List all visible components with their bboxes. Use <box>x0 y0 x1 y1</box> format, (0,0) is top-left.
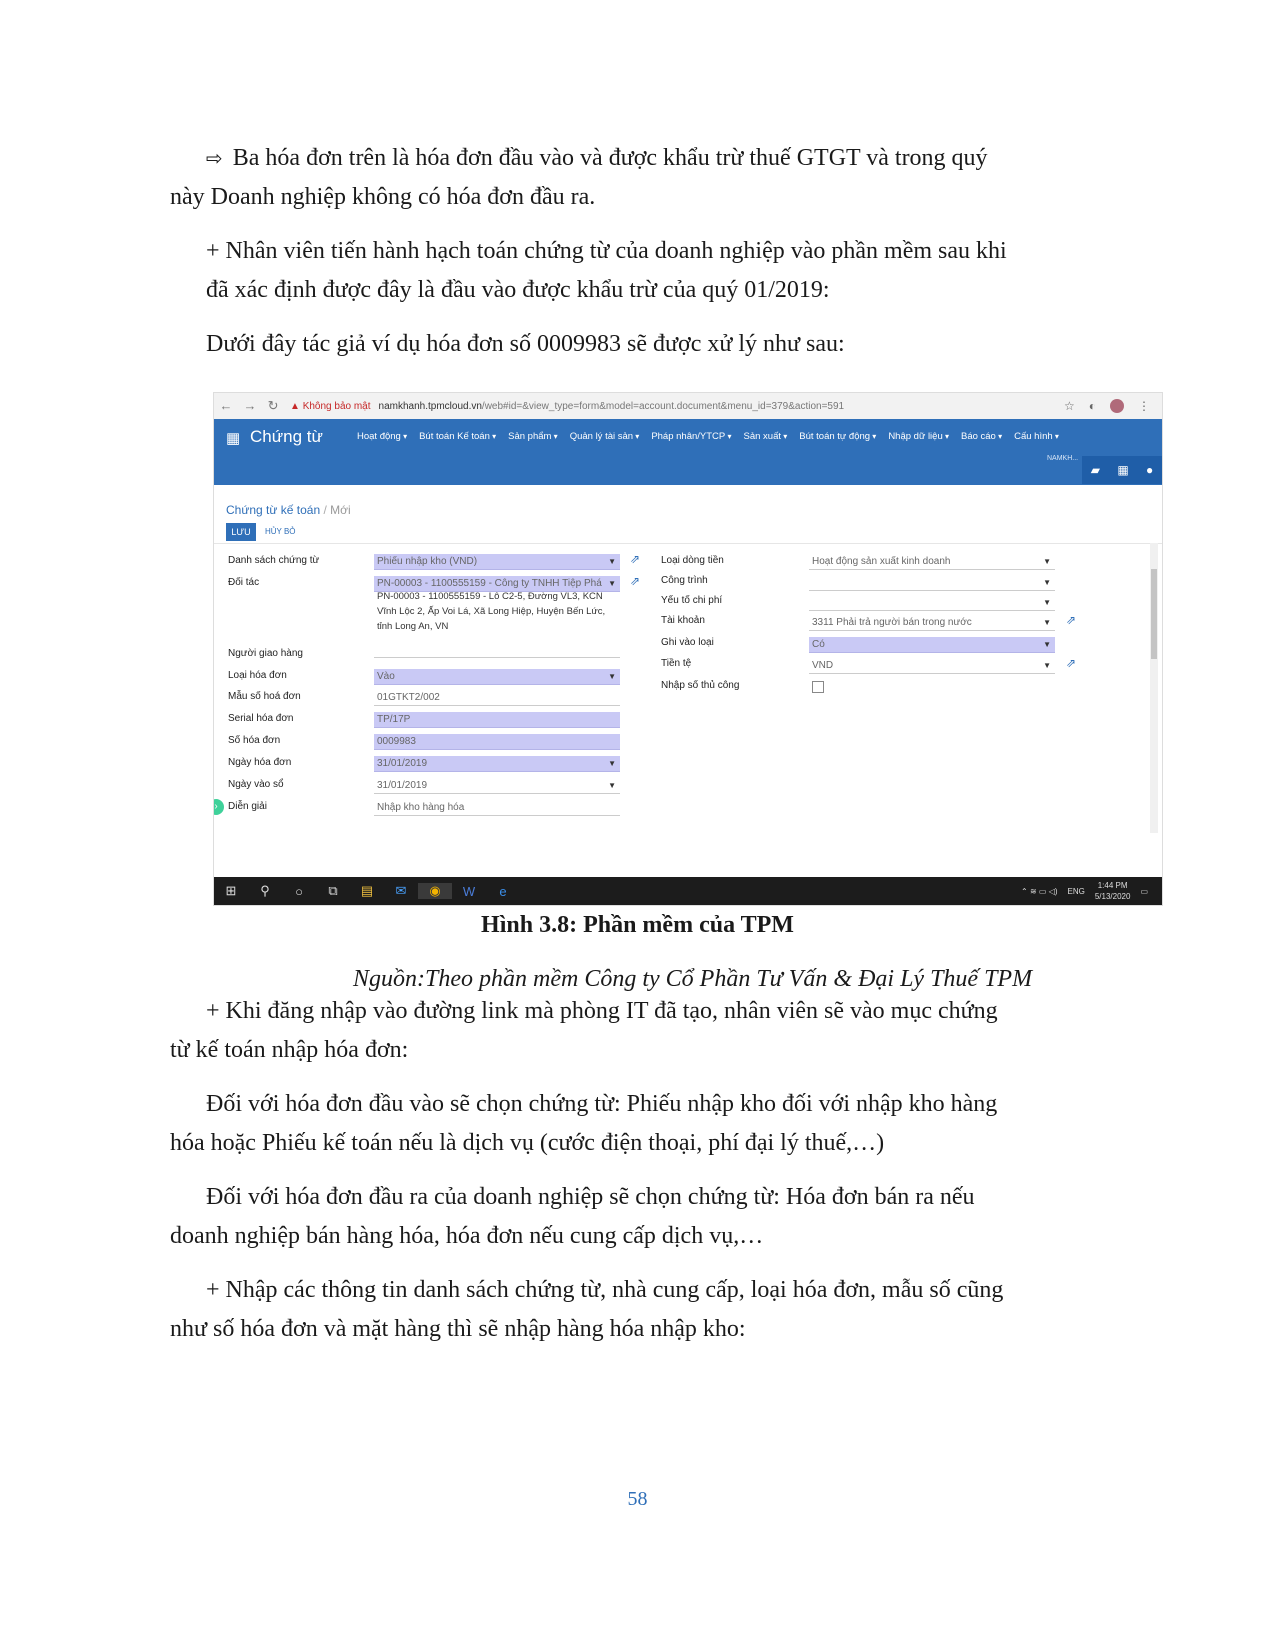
project-label: Công trình <box>661 575 708 586</box>
document-form <box>214 543 1162 834</box>
edge-icon[interactable]: e <box>499 883 507 899</box>
word-icon[interactable]: W <box>462 883 476 899</box>
breadcrumb <box>226 503 351 517</box>
cashflow-label: Loại dòng tiền <box>661 555 724 566</box>
star-icon[interactable]: ☆ <box>1063 399 1075 413</box>
address-bar[interactable]: namkhanh.tpmcloud.vn/web#id=&view_type=form&model=account.document&menu_id=379&action=591 <box>378 400 845 412</box>
cancel-button[interactable]: HỦY BỎ <box>265 527 296 536</box>
cost-factor-field[interactable] <box>809 595 1055 611</box>
account-label: Tài khoản <box>661 615 705 626</box>
description-label: Diễn giải <box>228 801 267 812</box>
menu-item[interactable]: Cấu hình ▾ <box>1014 431 1059 442</box>
serial-label: Serial hóa đơn <box>228 713 294 724</box>
partner-field[interactable]: PN-00003 - 1100555159 - Công ty TNHH Tiệp Phá ▼ <box>374 576 620 592</box>
software-screenshot <box>214 393 1162 905</box>
paragraph-4-line-1: + Khi đăng nhập vào đường link mà phòng IT đã tạo, nhân viên sẽ vào mục chứng <box>206 998 998 1024</box>
deliverer-label: Người giao hàng <box>228 648 303 659</box>
book-date-label: Ngày vào sổ <box>228 779 284 790</box>
figure-caption: Hình 3.8: Phần mềm của TPM <box>481 912 794 938</box>
task-view-icon[interactable]: ⧉ <box>328 883 338 898</box>
app-title: Chứng từ <box>250 427 323 446</box>
entry-side-label: Ghi vào loại <box>661 637 714 648</box>
chevron-down-icon: ▼ <box>608 759 616 768</box>
menu-item[interactable]: Quản lý tài sản ▾ <box>570 431 640 442</box>
number-field[interactable]: 0009983 <box>374 734 620 750</box>
menu-item[interactable]: Báo cáo ▾ <box>961 431 1002 442</box>
save-button[interactable]: LƯU <box>226 523 256 541</box>
template-label: Mẫu số hoá đơn <box>228 691 301 702</box>
apps-grid-icon[interactable]: ▦ <box>226 430 241 447</box>
paragraph-7-line-1: + Nhập các thông tin danh sách chứng từ, nhà cung cấp, loại hóa đơn, mẫu số cũng <box>206 1277 1004 1303</box>
chrome-icon[interactable]: ◉ <box>418 883 452 899</box>
doc-list-field[interactable]: Phiếu nhập kho (VND) ▼ <box>374 554 620 570</box>
figure-source: Nguồn:Theo phần mềm Công ty Cổ Phần Tư Vấn & Đại Lý Thuế TPM <box>353 966 1033 992</box>
calendar-icon[interactable]: ▦ <box>1117 463 1129 477</box>
number-label: Số hóa đơn <box>228 735 281 746</box>
system-tray <box>1021 880 1148 902</box>
serial-field[interactable]: TP/17P <box>374 712 620 728</box>
menu-item[interactable]: Nhập dữ liệu ▾ <box>888 431 949 442</box>
paragraph-6-line-2: doanh nghiệp bán hàng hóa, hóa đơn nếu cung cấp dịch vụ,… <box>170 1223 764 1249</box>
cortana-icon[interactable]: ○ <box>295 883 303 899</box>
search-icon[interactable]: ⚲ <box>260 883 270 898</box>
chat-icon[interactable]: ▰ <box>1090 463 1100 477</box>
paragraph-6-line-1: Đối với hóa đơn đầu ra của doanh nghiệp sẽ chọn chứng từ: Hóa đơn bán ra nếu <box>206 1184 975 1210</box>
windows-taskbar <box>214 877 1162 905</box>
menu-item[interactable]: Sản xuất ▾ <box>744 431 788 442</box>
chevron-down-icon: ▼ <box>1043 618 1051 627</box>
doc-list-label: Danh sách chứng từ <box>228 555 320 566</box>
external-link-icon[interactable]: ⇗ <box>1066 613 1077 627</box>
book-date-field[interactable]: 31/01/2019 ▼ <box>374 778 620 794</box>
menu-item[interactable]: Pháp nhân/YTCP ▾ <box>651 431 731 442</box>
external-link-icon[interactable]: ⇗ <box>1066 656 1077 670</box>
partner-label: Đối tác <box>228 577 260 588</box>
entry-side-field[interactable]: Có ▼ <box>809 637 1055 653</box>
extension-icon[interactable]: ◐ <box>1088 399 1096 413</box>
chevron-down-icon: ▼ <box>608 781 616 790</box>
app-topbar <box>214 419 1162 485</box>
status-icon[interactable]: ● <box>1146 463 1154 477</box>
language-indicator[interactable]: ENG <box>1067 886 1085 896</box>
insecure-warning: ▲ Không bảo mật <box>290 400 371 412</box>
paragraph-2-line-1: + Nhân viên tiến hành hạch toán chứng từ của doanh nghiệp vào phần mềm sau khi <box>206 238 1007 264</box>
invoice-date-field[interactable]: 31/01/2019 ▼ <box>374 756 620 772</box>
scrollbar[interactable] <box>1150 543 1158 833</box>
breadcrumb-current: Mới <box>330 503 351 517</box>
paragraph-2-line-2: đã xác định được đây là đầu vào được khẩu trừ của quý 01/2019: <box>206 277 830 303</box>
account-field[interactable]: 3311 Phải trả người bán trong nước ▼ <box>809 615 1055 631</box>
user-name[interactable]: NAMKH... <box>1047 455 1079 462</box>
chevron-right-icon[interactable]: › <box>214 799 224 815</box>
menu-item[interactable]: Sản phẩm ▾ <box>508 431 558 442</box>
currency-label: Tiền tệ <box>661 658 692 669</box>
paragraph-3: Dưới đây tác giả ví dụ hóa đơn số 0009983 sẽ được xử lý như sau: <box>206 331 845 357</box>
main-menu <box>357 431 1059 442</box>
back-icon[interactable]: ← <box>219 398 233 413</box>
currency-field[interactable]: VND ▼ <box>809 658 1055 674</box>
invoice-type-field[interactable]: Vào ▼ <box>374 669 620 685</box>
breadcrumb-separator: / <box>323 503 331 517</box>
chevron-down-icon: ▼ <box>608 557 616 566</box>
invoice-date-label: Ngày hóa đơn <box>228 757 292 768</box>
cost-factor-label: Yếu tố chi phí <box>661 595 723 606</box>
menu-item[interactable]: Bút toán tự động ▾ <box>799 431 876 442</box>
manual-number-checkbox[interactable] <box>812 681 824 693</box>
invoice-type-label: Loại hóa đơn <box>228 670 287 681</box>
breadcrumb-parent[interactable]: Chứng từ kế toán <box>226 503 321 517</box>
paragraph-1-line-1: ⇨ Ba hóa đơn trên là hóa đơn đầu vào và được khẩu trừ thuế GTGT và trong quý <box>206 145 988 171</box>
tray-icons[interactable]: ⌃ ≋ ▭ ◁) <box>1021 886 1058 896</box>
topbar-tools <box>1082 456 1162 484</box>
deliverer-field[interactable] <box>374 642 620 658</box>
chevron-down-icon: ▼ <box>1043 557 1051 566</box>
chevron-down-icon: ▼ <box>1043 578 1051 587</box>
template-field[interactable]: 01GTKT2/002 <box>374 690 620 706</box>
external-link-icon[interactable]: ⇗ <box>630 574 641 588</box>
more-icon[interactable]: ⋮ <box>1138 399 1150 413</box>
scrollbar-thumb[interactable] <box>1151 569 1157 659</box>
page-number: 58 <box>627 1488 648 1510</box>
notification-icon[interactable]: ▭ <box>1140 886 1148 896</box>
menu-item[interactable]: Bút toán Kế toán ▾ <box>419 431 496 442</box>
browser-bar <box>214 393 1162 419</box>
forward-icon[interactable]: → <box>243 398 257 413</box>
mail-icon[interactable]: ✉ <box>395 883 407 898</box>
external-link-icon[interactable]: ⇗ <box>630 552 641 566</box>
chevron-down-icon: ▼ <box>608 672 616 681</box>
browser-nav <box>214 398 284 414</box>
cashflow-field[interactable]: Hoạt động sản xuất kinh doanh ▼ <box>809 554 1055 570</box>
windows-start-icon[interactable]: ⊞ <box>225 883 237 898</box>
reload-icon[interactable]: ↻ <box>267 398 279 413</box>
paragraph-4-line-2: từ kế toán nhập hóa đơn: <box>170 1037 409 1063</box>
paragraph-5-line-2: hóa hoặc Phiếu kế toán nếu là dịch vụ (cước điện thoại, phí đại lý thuế,…) <box>170 1130 885 1156</box>
project-field[interactable] <box>809 575 1055 591</box>
partner-address: PN-00003 - 1100555159 - Lô C2-5, Đường VL3, KCN Vĩnh Lộc 2, Ấp Voi Lá, Xã Long Hiệp, Huyện Bến Lức, tỉnh Long An, VN <box>377 591 606 632</box>
chevron-down-icon: ▼ <box>1043 598 1051 607</box>
manual-number-label: Nhập số thủ công <box>661 680 740 691</box>
paragraph-7-line-2: như số hóa đơn và mặt hàng thì sẽ nhập hàng hóa nhập kho: <box>170 1316 746 1342</box>
chevron-down-icon: ▼ <box>608 579 616 588</box>
chevron-down-icon: ▼ <box>1043 640 1051 649</box>
paragraph-5-line-1: Đối với hóa đơn đầu vào sẽ chọn chứng từ: Phiếu nhập kho đối với nhập kho hàng <box>206 1091 998 1117</box>
arrow-right-icon: ⇨ <box>206 146 223 170</box>
description-field[interactable]: Nhập kho hàng hóa <box>374 800 620 816</box>
clock[interactable]: 1:44 PM 5/13/2020 <box>1094 881 1131 901</box>
avatar[interactable] <box>1110 399 1124 413</box>
chevron-down-icon: ▼ <box>1043 661 1051 670</box>
file-explorer-icon[interactable]: ▤ <box>360 883 374 898</box>
paragraph-1-line-2: này Doanh nghiệp không có hóa đơn đầu ra. <box>170 184 596 210</box>
menu-item[interactable]: Hoạt động ▾ <box>357 431 407 442</box>
browser-tools <box>1064 399 1150 413</box>
